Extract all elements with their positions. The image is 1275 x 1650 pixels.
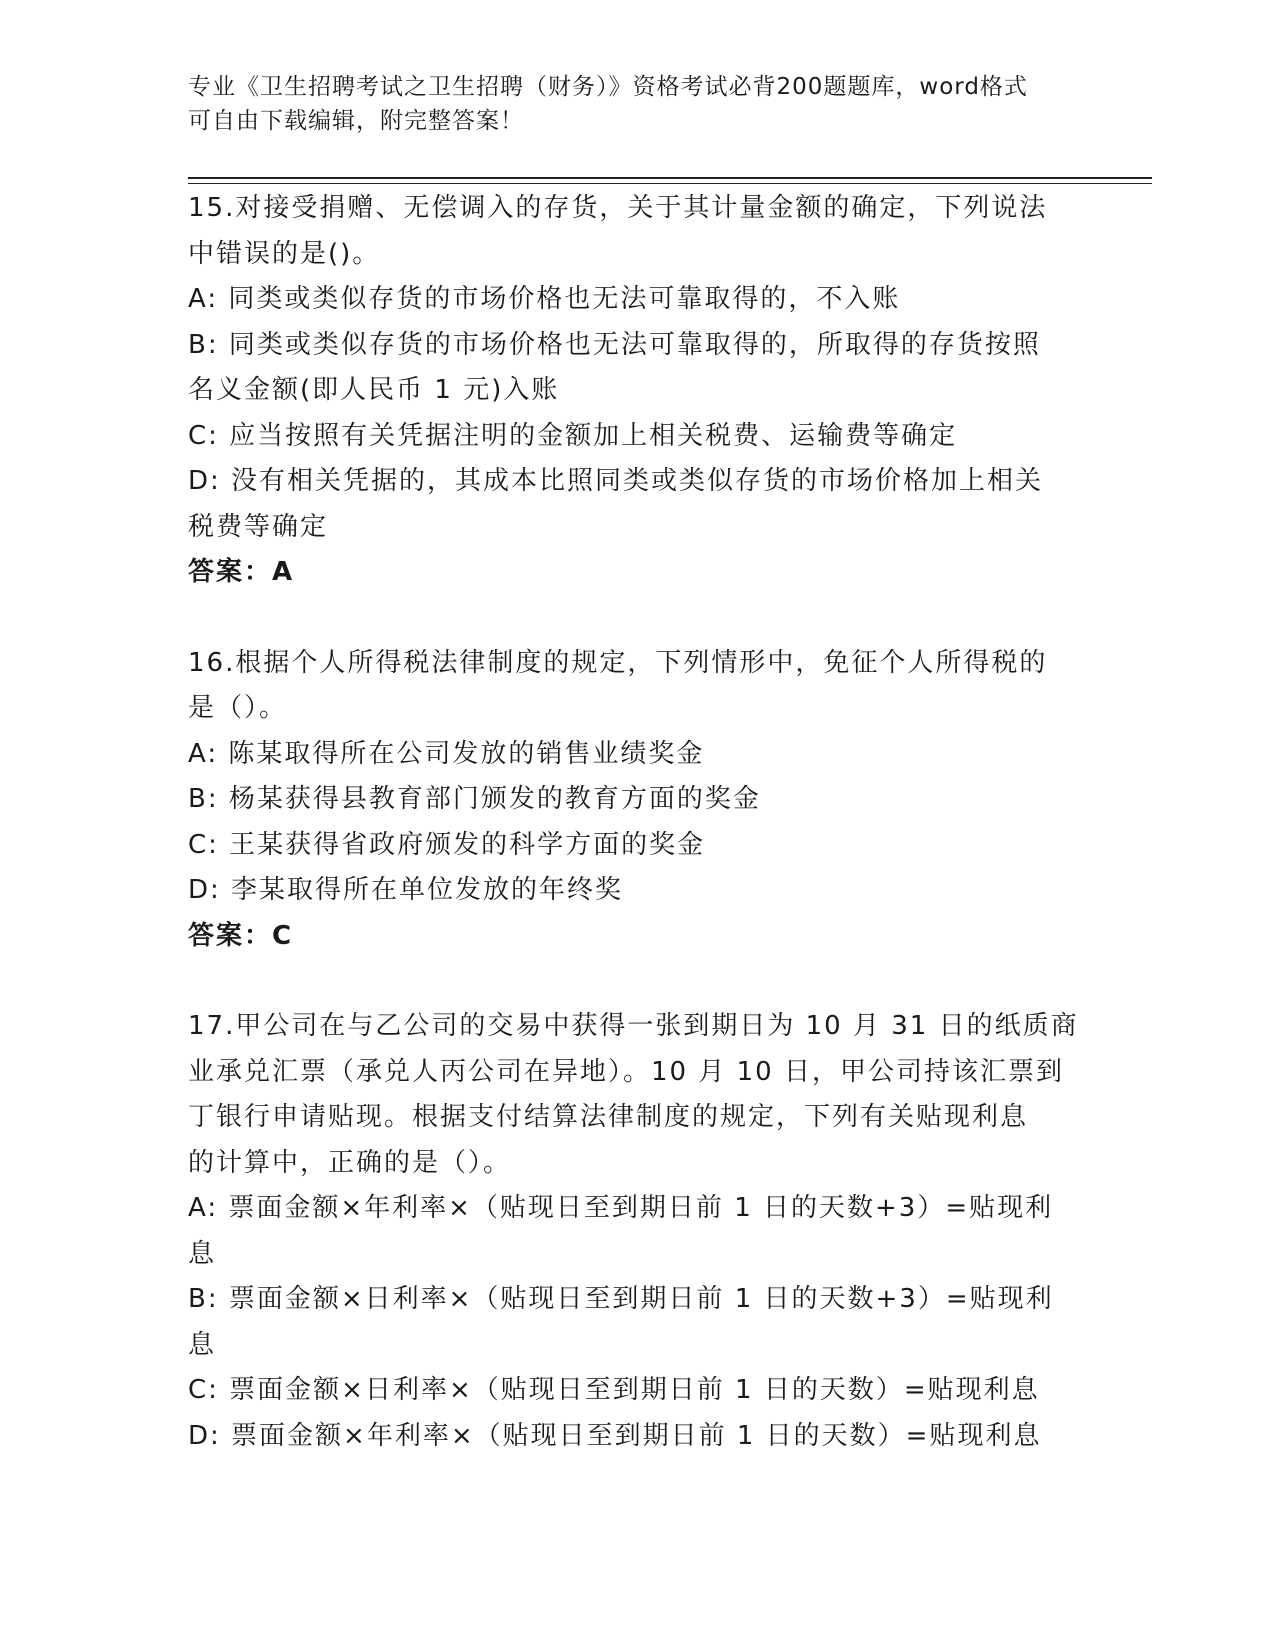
header-divider-thin <box>188 183 1152 184</box>
option-a: A: 陈某取得所在公司发放的销售业绩奖金 <box>188 738 705 769</box>
document-header <box>188 70 1088 138</box>
question-stem: 16.根据个人所得税法律制度的规定，下列情形中，免征个人所得税的 <box>188 647 1048 678</box>
option-b: B: 杨某获得县教育部门颁发的教育方面的奖金 <box>188 784 761 814</box>
option-b: 名义金额(即人民币 1 元)入账 <box>188 375 560 405</box>
option-c: C: 应当按照有关凭据注明的金额加上相关税费、运输费等确定 <box>188 420 958 451</box>
question-stem: 丁银行申请贴现。根据支付结算法律制度的规定，下列有关贴现利息 <box>188 1102 1029 1132</box>
option-d: D: 没有相关凭据的，其成本比照同类或类似存货的市场价格加上相关 <box>188 466 1044 496</box>
option-a: A: 票面金额×年利率×（贴现日至到期日前 1 日的天数+3）=贴现利 <box>188 1193 1054 1223</box>
option-b: 息 <box>188 1329 217 1360</box>
option-d: D: 李某取得所在单位发放的年终奖 <box>188 875 624 905</box>
question-stem: 业承兑汇票（承兑人丙公司在异地）。10 月 10 日，甲公司持该汇票到 <box>188 1056 1064 1087</box>
question-17 <box>188 1004 1088 1459</box>
answer: 答案：C <box>188 920 294 951</box>
question-list <box>188 186 1088 1459</box>
header-line: 可自由下载编辑，附完整答案！ <box>188 108 524 134</box>
question-16 <box>188 641 1088 960</box>
question-stem: 17.甲公司在与乙公司的交易中获得一张到期日为 10 月 31 日的纸质商 <box>188 1011 1079 1041</box>
question-stem: 的计算中，正确的是（）。 <box>188 1147 512 1178</box>
option-b: B: 票面金额×日利率×（贴现日至到期日前 1 日的天数+3）=贴现利 <box>188 1284 1054 1314</box>
header-line: 专业《卫生招聘考试之卫生招聘（财务）》资格考试必背200题题库，word格式 <box>188 74 1028 100</box>
answer: 答案：A <box>188 557 295 587</box>
question-15 <box>188 186 1088 596</box>
option-c: C: 票面金额×日利率×（贴现日至到期日前 1 日的天数）=贴现利息 <box>188 1375 1040 1405</box>
option-d: D: 票面金额×年利率×（贴现日至到期日前 1 日的天数）=贴现利息 <box>188 1420 1042 1451</box>
option-a: 息 <box>188 1238 217 1269</box>
option-b: B: 同类或类似存货的市场价格也无法可靠取得的，所取得的存货按照 <box>188 329 1041 360</box>
question-stem: 15.对接受捐赠、无偿调入的存货，关于其计量金额的确定，下列说法 <box>188 193 1048 223</box>
option-a: A: 同类或类似存货的市场价格也无法可靠取得的，不入账 <box>188 284 901 314</box>
question-stem: 中错误的是()。 <box>188 238 381 269</box>
option-c: C: 王某获得省政府颁发的科学方面的奖金 <box>188 829 706 860</box>
header-divider-thick <box>188 177 1152 179</box>
question-stem: 是（）。 <box>188 693 288 723</box>
option-d: 税费等确定 <box>188 511 329 542</box>
